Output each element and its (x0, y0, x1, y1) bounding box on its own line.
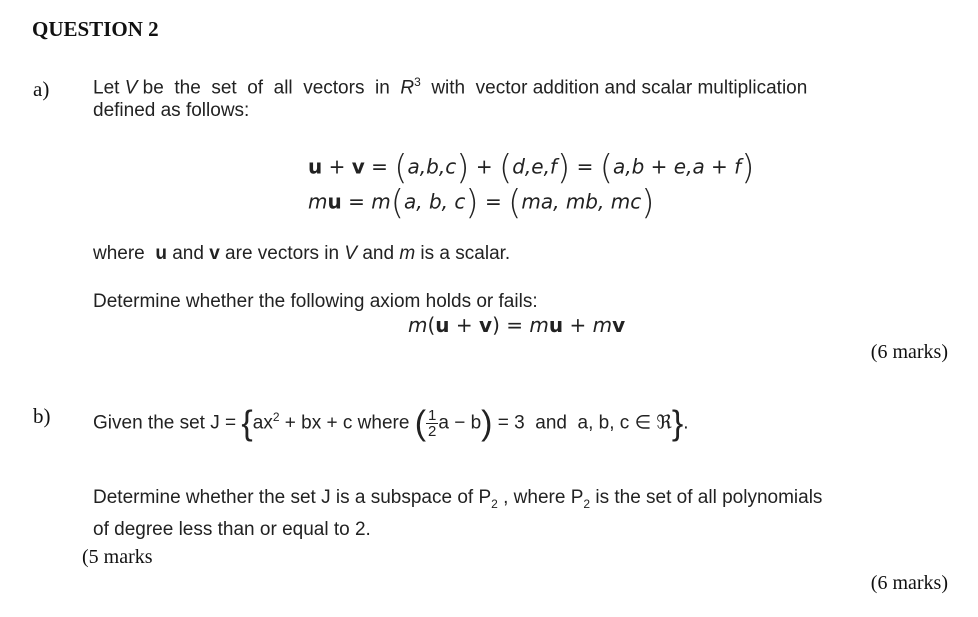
part-a-intro-line2: defined as follows: (93, 100, 250, 121)
part-b-marks: (6 marks) (870, 572, 948, 594)
equation-scalar-multiplication: mu = m(a, b, c) = (ma, mb, mc) (308, 183, 655, 223)
part-a-intro-line1: Let V be the set of all vectors in $R^3$ with vector addition and scalar multiplication (93, 75, 808, 99)
question-title: QUESTION 2 (32, 17, 159, 41)
one-half-fraction: $\frac{1}{2}$ (428, 406, 437, 440)
part-b-set-definition: Given the set $J = \{ax^2$ + bx + c where ( $\frac{1}{2}$ a − b) = 3 and a, b, c ∈ ℜ}. (93, 404, 689, 443)
part-a-label: a) (33, 77, 50, 101)
part-b-label: b) (33, 404, 51, 428)
part-b-determine-line2: of degree less than or equal to 2. (93, 519, 371, 540)
part-a-where-text: where u and v are vectors in V and m is a scalar. (93, 243, 511, 264)
axiom-equation: m(u + v) = mu + mv (408, 313, 626, 337)
part-a-marks: (6 marks) (870, 341, 948, 363)
equation-vector-addition: u + v = (a,b,c) + (d,e,f) = (a,b + e,a + f) (308, 148, 755, 188)
part-b-determine-line1: Determine whether the set J is a subspace of $P_2$ , where $P_2$ is the set of all polynomials (93, 487, 823, 511)
given-prefix: Given the set J = (93, 412, 237, 434)
part-b-stray-marks: (5 marks (82, 546, 153, 568)
part-a-determine-text: Determine whether the following axiom holds or fails: (93, 291, 538, 312)
